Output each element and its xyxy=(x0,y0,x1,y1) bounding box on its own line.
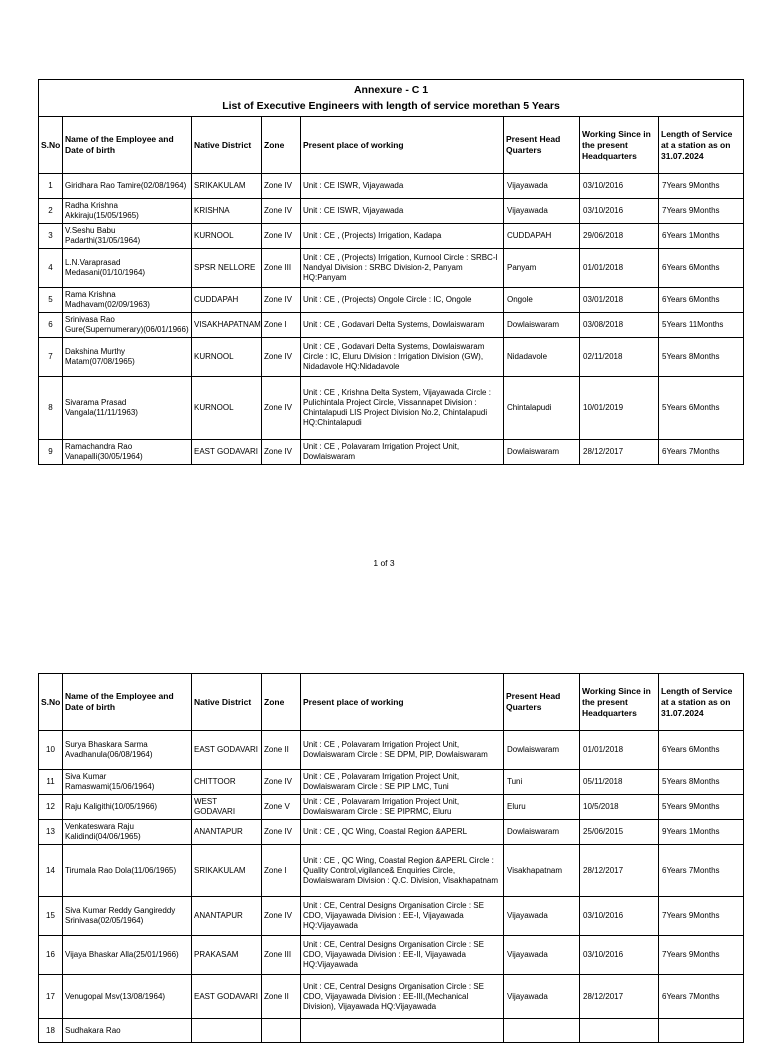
table-row xyxy=(39,795,744,820)
header-hq: Present Head Quarters xyxy=(504,674,580,731)
header-district: Native District xyxy=(192,674,262,731)
cell-employee-name: Sudhakara Rao xyxy=(63,1019,192,1043)
table-row xyxy=(39,377,744,440)
cell-head-quarters: CUDDAPAH xyxy=(504,224,580,249)
cell-native-district xyxy=(192,1019,262,1043)
cell-sno: 6 xyxy=(39,313,63,338)
cell-zone xyxy=(262,1019,301,1043)
cell-working-since: 28/12/2017 xyxy=(580,845,659,897)
cell-sno: 7 xyxy=(39,338,63,377)
cell-employee-name: Giridhara Rao Tamire(02/08/1964) xyxy=(63,174,192,199)
page-1-table-block xyxy=(38,79,743,465)
cell-employee-name: Srinivasa Rao Gure(Supernumerary)(06/01/1966) xyxy=(63,313,192,338)
cell-employee-name: Dakshina Murthy Matam(07/08/1965) xyxy=(63,338,192,377)
header-since: Working Since in the present Headquarters xyxy=(580,117,659,174)
cell-length-of-service xyxy=(659,1019,744,1043)
header-name: Name of the Employee and Date of birth xyxy=(63,117,192,174)
cell-employee-name: V.Seshu Babu Padarthi(31/05/1964) xyxy=(63,224,192,249)
cell-head-quarters: Eluru xyxy=(504,795,580,820)
cell-native-district: EAST GODAVARI xyxy=(192,731,262,770)
table-row xyxy=(39,174,744,199)
cell-length-of-service: 5Years 9Months xyxy=(659,795,744,820)
header-sno: S.No xyxy=(39,117,63,174)
cell-length-of-service: 6Years 6Months xyxy=(659,249,744,288)
cell-present-place: Unit : CE , (Projects) Irrigation, Kurnool Circle : SRBC-I Nandyal Division : SRBC Division-2, Panyam HQ:Panyam xyxy=(301,249,504,288)
cell-present-place: Unit : CE , Polavaram Irrigation Project Unit, Dowlaiswaram xyxy=(301,440,504,465)
cell-length-of-service: 5Years 11Months xyxy=(659,313,744,338)
cell-employee-name: Sivarama Prasad Vangala(11/11/1963) xyxy=(63,377,192,440)
table-row xyxy=(39,1019,744,1043)
page-2-table-block xyxy=(38,673,743,1043)
cell-working-since: 03/08/2018 xyxy=(580,313,659,338)
cell-sno: 4 xyxy=(39,249,63,288)
table-row xyxy=(39,770,744,795)
table-row xyxy=(39,313,744,338)
cell-length-of-service: 7Years 9Months xyxy=(659,174,744,199)
cell-head-quarters: Ongole xyxy=(504,288,580,313)
cell-present-place: Unit : CE, Central Designs Organisation Circle : SE CDO, Vijayawada Division : EE-I, Vijayawada HQ:Vijayawada xyxy=(301,897,504,936)
table-row xyxy=(39,249,744,288)
cell-employee-name: Tirumala Rao Dola(11/06/1965) xyxy=(63,845,192,897)
cell-working-since: 01/01/2018 xyxy=(580,731,659,770)
table-row xyxy=(39,199,744,224)
cell-zone: Zone II xyxy=(262,975,301,1019)
table-row xyxy=(39,820,744,845)
header-since: Working Since in the present Headquarters xyxy=(580,674,659,731)
cell-zone: Zone IV xyxy=(262,377,301,440)
cell-sno: 13 xyxy=(39,820,63,845)
cell-head-quarters: Vijayawada xyxy=(504,199,580,224)
header-name: Name of the Employee and Date of birth xyxy=(63,674,192,731)
cell-native-district: EAST GODAVARI xyxy=(192,440,262,465)
cell-native-district: SRIKAKULAM xyxy=(192,174,262,199)
table-row xyxy=(39,975,744,1019)
cell-present-place xyxy=(301,1019,504,1043)
cell-sno: 1 xyxy=(39,174,63,199)
cell-length-of-service: 6Years 7Months xyxy=(659,975,744,1019)
cell-zone: Zone IV xyxy=(262,338,301,377)
cell-head-quarters: Visakhapatnam xyxy=(504,845,580,897)
cell-present-place: Unit : CE ISWR, Vijayawada xyxy=(301,199,504,224)
table-row xyxy=(39,440,744,465)
header-row xyxy=(39,674,744,731)
header-district: Native District xyxy=(192,117,262,174)
cell-zone: Zone I xyxy=(262,313,301,338)
table-title-cell xyxy=(39,80,744,117)
cell-zone: Zone IV xyxy=(262,820,301,845)
cell-employee-name: Surya Bhaskara Sarma Avadhanula(06/08/1964) xyxy=(63,731,192,770)
cell-working-since: 28/12/2017 xyxy=(580,440,659,465)
cell-head-quarters: Dowlaiswaram xyxy=(504,820,580,845)
cell-zone: Zone IV xyxy=(262,440,301,465)
cell-sno: 16 xyxy=(39,936,63,975)
cell-zone: Zone IV xyxy=(262,199,301,224)
cell-sno: 17 xyxy=(39,975,63,1019)
cell-present-place: Unit : CE , Polavaram Irrigation Project Unit, Dowlaiswaram Circle : SE PIPRMC, Eluru xyxy=(301,795,504,820)
cell-employee-name: Radha Krishna Akkiraju(15/05/1965) xyxy=(63,199,192,224)
cell-zone: Zone III xyxy=(262,249,301,288)
cell-employee-name: Siva Kumar Reddy Gangireddy Srinivasa(02/05/1964) xyxy=(63,897,192,936)
cell-present-place: Unit : CE , Polavaram Irrigation Project Unit, Dowlaiswaram Circle : SE DPM, PIP, Dowlaiswaram xyxy=(301,731,504,770)
cell-present-place: Unit : CE , Godavari Delta Systems, Dowlaiswaram xyxy=(301,313,504,338)
header-sno: S.No xyxy=(39,674,63,731)
cell-head-quarters: Vijayawada xyxy=(504,975,580,1019)
cell-sno: 8 xyxy=(39,377,63,440)
cell-working-since: 25/06/2015 xyxy=(580,820,659,845)
header-zone: Zone xyxy=(262,674,301,731)
cell-working-since: 03/10/2016 xyxy=(580,936,659,975)
cell-native-district: EAST GODAVARI xyxy=(192,975,262,1019)
header-place: Present place of working xyxy=(301,117,504,174)
cell-native-district: VISAKHAPATNAM xyxy=(192,313,262,338)
cell-present-place: Unit : CE, Central Designs Organisation Circle : SE CDO, Vijayawada Division : EE-II, Vijayawada HQ:Vijayawada xyxy=(301,936,504,975)
cell-working-since: 05/11/2018 xyxy=(580,770,659,795)
cell-zone: Zone IV xyxy=(262,174,301,199)
header-hq: Present Head Quarters xyxy=(504,117,580,174)
cell-native-district: PRAKASAM xyxy=(192,936,262,975)
cell-native-district: SRIKAKULAM xyxy=(192,845,262,897)
header-service: Length of Service at a station as on 31.07.2024 xyxy=(659,674,744,731)
cell-zone: Zone IV xyxy=(262,897,301,936)
engineers-table-page-2 xyxy=(38,673,744,1043)
cell-employee-name: Raju Kaligithi(10/05/1966) xyxy=(63,795,192,820)
cell-present-place: Unit : CE , Krishna Delta System, Vijayawada Circle : Pulichintala Project Circle, Vissannapet Division : Chintalapudi LIS Project Division No.2, Chintalapudi HQ:Chintalapudi xyxy=(301,377,504,440)
cell-zone: Zone IV xyxy=(262,288,301,313)
cell-native-district: ANANTAPUR xyxy=(192,820,262,845)
header-zone: Zone xyxy=(262,117,301,174)
cell-length-of-service: 6Years 1Months xyxy=(659,224,744,249)
table-row xyxy=(39,731,744,770)
cell-employee-name: Siva Kumar Ramaswami(15/06/1964) xyxy=(63,770,192,795)
cell-working-since: 29/06/2018 xyxy=(580,224,659,249)
cell-head-quarters: Vijayawada xyxy=(504,174,580,199)
cell-employee-name: Rama Krishna Madhavam(02/09/1963) xyxy=(63,288,192,313)
cell-zone: Zone I xyxy=(262,845,301,897)
cell-native-district: SPSR NELLORE xyxy=(192,249,262,288)
cell-native-district: WEST GODAVARI xyxy=(192,795,262,820)
cell-sno: 3 xyxy=(39,224,63,249)
cell-length-of-service: 9Years 1Months xyxy=(659,820,744,845)
table-row xyxy=(39,897,744,936)
cell-employee-name: Venugopal Msv(13/08/1964) xyxy=(63,975,192,1019)
cell-working-since: 01/01/2018 xyxy=(580,249,659,288)
cell-employee-name: L.N.Varaprasad Medasani(01/10/1964) xyxy=(63,249,192,288)
cell-zone: Zone IV xyxy=(262,224,301,249)
cell-present-place: Unit : CE , (Projects) Ongole Circle : IC, Ongole xyxy=(301,288,504,313)
cell-working-since: 28/12/2017 xyxy=(580,975,659,1019)
cell-present-place: Unit : CE , QC Wing, Coastal Region &APERL Circle : Quality Control,vigilance& Enquiries Circle, Dowlaiswaram Division : Q.C. Division, Visakhapatnam xyxy=(301,845,504,897)
cell-present-place: Unit : CE , (Projects) Irrigation, Kadapa xyxy=(301,224,504,249)
page-number: 1 of 3 xyxy=(373,558,395,568)
cell-native-district: CUDDAPAH xyxy=(192,288,262,313)
cell-employee-name: Venkateswara Raju Kalidindi(04/06/1965) xyxy=(63,820,192,845)
cell-native-district: CHITTOOR xyxy=(192,770,262,795)
cell-head-quarters: Dowlaiswaram xyxy=(504,440,580,465)
cell-head-quarters: Vijayawada xyxy=(504,936,580,975)
cell-sno: 12 xyxy=(39,795,63,820)
cell-working-since xyxy=(580,1019,659,1043)
cell-working-since: 02/11/2018 xyxy=(580,338,659,377)
header-row xyxy=(39,117,744,174)
cell-zone: Zone V xyxy=(262,795,301,820)
cell-sno: 9 xyxy=(39,440,63,465)
header-service: Length of Service at a station as on 31.07.2024 xyxy=(659,117,744,174)
cell-working-since: 03/10/2016 xyxy=(580,174,659,199)
cell-length-of-service: 6Years 7Months xyxy=(659,845,744,897)
cell-employee-name: Vijaya Bhaskar Alla(25/01/1966) xyxy=(63,936,192,975)
cell-head-quarters: Tuni xyxy=(504,770,580,795)
cell-length-of-service: 7Years 9Months xyxy=(659,897,744,936)
cell-head-quarters: Dowlaiswaram xyxy=(504,731,580,770)
cell-native-district: KURNOOL xyxy=(192,377,262,440)
cell-head-quarters: Chintalapudi xyxy=(504,377,580,440)
table-row xyxy=(39,224,744,249)
cell-working-since: 10/01/2019 xyxy=(580,377,659,440)
cell-working-since: 10/5/2018 xyxy=(580,795,659,820)
cell-head-quarters xyxy=(504,1019,580,1043)
cell-head-quarters: Panyam xyxy=(504,249,580,288)
cell-length-of-service: 6Years 6Months xyxy=(659,288,744,313)
cell-sno: 5 xyxy=(39,288,63,313)
cell-length-of-service: 7Years 9Months xyxy=(659,936,744,975)
cell-sno: 18 xyxy=(39,1019,63,1043)
cell-length-of-service: 6Years 6Months xyxy=(659,731,744,770)
cell-length-of-service: 7Years 9Months xyxy=(659,199,744,224)
list-title: List of Executive Engineers with length of service morethan 5 Years xyxy=(222,100,560,112)
cell-present-place: Unit : CE , Polavaram Irrigation Project Unit, Dowlaiswaram Circle : SE PIP LMC, Tuni xyxy=(301,770,504,795)
cell-zone: Zone IV xyxy=(262,770,301,795)
cell-length-of-service: 6Years 7Months xyxy=(659,440,744,465)
cell-present-place: Unit : CE , Godavari Delta Systems, Dowlaiswaram Circle : IC, Eluru Division : Irrigation Division (GW), Nidadavole HQ:Nidadavole xyxy=(301,338,504,377)
table-row xyxy=(39,288,744,313)
cell-sno: 11 xyxy=(39,770,63,795)
cell-sno: 10 xyxy=(39,731,63,770)
cell-head-quarters: Nidadavole xyxy=(504,338,580,377)
cell-zone: Zone II xyxy=(262,731,301,770)
cell-sno: 14 xyxy=(39,845,63,897)
cell-present-place: Unit : CE , QC Wing, Coastal Region &APERL xyxy=(301,820,504,845)
cell-head-quarters: Vijayawada xyxy=(504,897,580,936)
cell-sno: 15 xyxy=(39,897,63,936)
cell-length-of-service: 5Years 8Months xyxy=(659,770,744,795)
cell-present-place: Unit : CE, Central Designs Organisation Circle : SE CDO, Vijayawada Division : EE-III,(Mechanical Division), Vijayawada HQ:Vijayawada xyxy=(301,975,504,1019)
table-row xyxy=(39,845,744,897)
engineers-table-page-1 xyxy=(38,79,744,465)
cell-zone: Zone III xyxy=(262,936,301,975)
cell-employee-name: Ramachandra Rao Vanapalli(30/05/1964) xyxy=(63,440,192,465)
cell-working-since: 03/10/2016 xyxy=(580,897,659,936)
cell-head-quarters: Dowlaiswaram xyxy=(504,313,580,338)
cell-length-of-service: 5Years 6Months xyxy=(659,377,744,440)
table-row xyxy=(39,338,744,377)
cell-length-of-service: 5Years 8Months xyxy=(659,338,744,377)
cell-present-place: Unit : CE ISWR, Vijayawada xyxy=(301,174,504,199)
table-row xyxy=(39,936,744,975)
cell-native-district: KURNOOL xyxy=(192,224,262,249)
cell-native-district: KURNOOL xyxy=(192,338,262,377)
cell-sno: 2 xyxy=(39,199,63,224)
cell-working-since: 03/10/2016 xyxy=(580,199,659,224)
annexure-title: Annexure - C 1 xyxy=(353,84,429,96)
cell-working-since: 03/01/2018 xyxy=(580,288,659,313)
cell-native-district: ANANTAPUR xyxy=(192,897,262,936)
cell-native-district: KRISHNA xyxy=(192,199,262,224)
header-place: Present place of working xyxy=(301,674,504,731)
